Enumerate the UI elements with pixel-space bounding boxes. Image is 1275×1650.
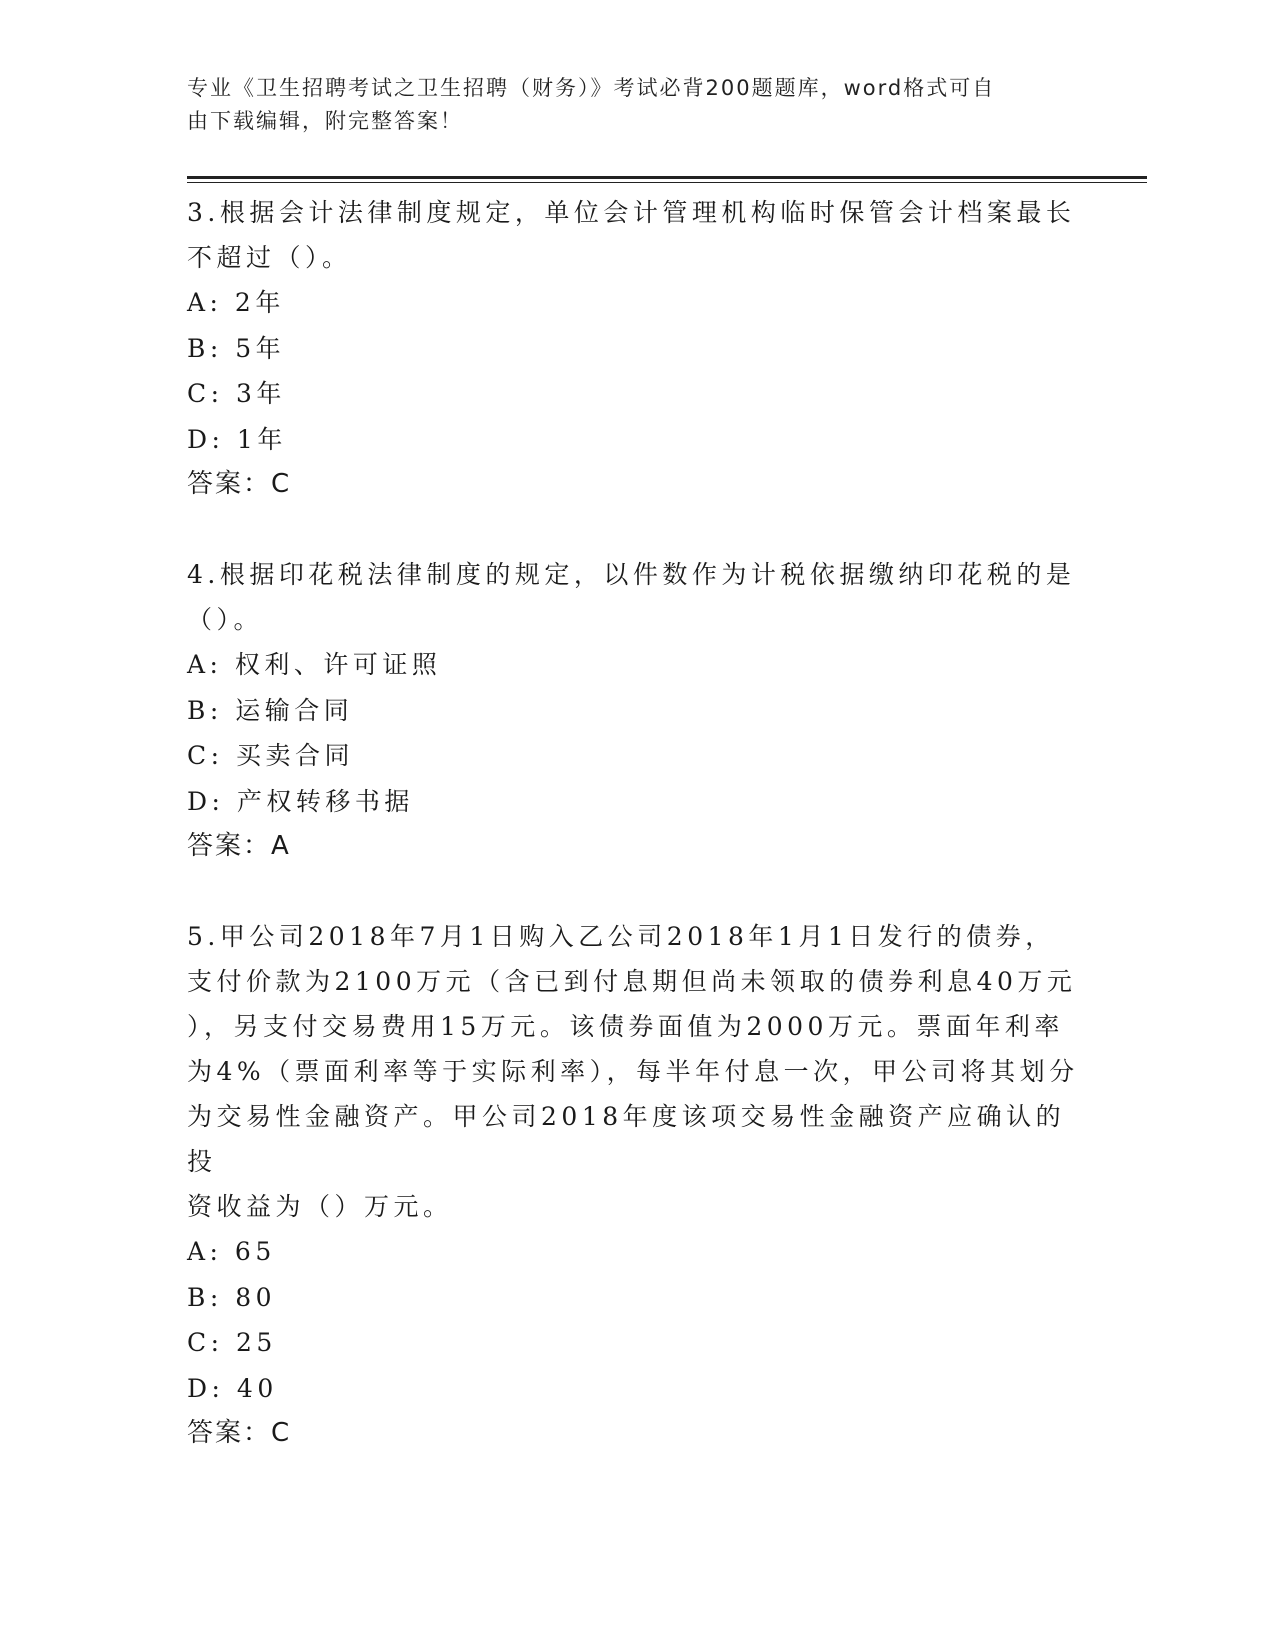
question-stem-line: 为交易性金融资产。甲公司2018年度该项交易性金融资产应确认的投: [187, 1102, 1066, 1176]
question-stem-line: ），另支付交易费用15万元。该债券面值为2000万元。票面年利率: [187, 1012, 1064, 1041]
option-a: A: 2年: [187, 288, 285, 317]
question-stem-line: 不超过（）。: [187, 243, 352, 272]
question-stem-line: （）。: [187, 605, 264, 634]
option-a: A: 65: [187, 1237, 276, 1266]
spacer: [187, 869, 1087, 914]
option-c: C: 25: [187, 1328, 277, 1357]
option-b: B: 5年: [187, 333, 286, 363]
option-d: D: 1年: [187, 424, 287, 454]
option-d: D: 40: [187, 1373, 278, 1403]
header-line-1: 专业《卫生招聘考试之卫生招聘（财务）》考试必背200题题库，word格式可自: [187, 76, 996, 100]
document-header: [187, 72, 1087, 138]
question-stem-line: 4.根据印花税法律制度的规定，以件数作为计税依据缴纳印花税的是: [187, 560, 1076, 589]
answer-line: 答案：C: [187, 1418, 292, 1448]
question-stem-line: 为4%（票面利率等于实际利率），每半年付息一次，甲公司将其划分: [187, 1057, 1079, 1086]
answer-line: 答案：C: [187, 469, 292, 499]
question-5: [187, 914, 1087, 1456]
question-stem-line: 5.甲公司2018年7月1日购入乙公司2018年1月1日发行的债券，: [187, 922, 1055, 951]
option-c: C: 3年: [187, 379, 286, 408]
question-stem-line: 3.根据会计法律制度规定，单位会计管理机构临时保管会计档案最长: [187, 198, 1076, 227]
header-divider-thin: [187, 182, 1147, 183]
option-b: B: 80: [187, 1282, 277, 1312]
question-stem-line: 资收益为（）万元。: [187, 1192, 453, 1221]
option-d: D: 产权转移书据: [187, 786, 414, 816]
question-stem-line: 支付价款为2100万元（含已到付息期但尚未领取的债券利息40万元: [187, 967, 1077, 996]
option-b: B: 运输合同: [187, 695, 354, 725]
answer-line: 答案：A: [187, 831, 291, 861]
question-3: [187, 190, 1087, 507]
question-4: [187, 552, 1087, 869]
spacer: [187, 507, 1087, 552]
question-list: [187, 190, 1087, 1456]
option-a: A: 权利、许可证照: [187, 650, 442, 679]
header-line-2: 由下载编辑，附完整答案！: [187, 109, 463, 133]
option-c: C: 买卖合同: [187, 741, 354, 770]
header-divider-thick: [187, 176, 1147, 179]
